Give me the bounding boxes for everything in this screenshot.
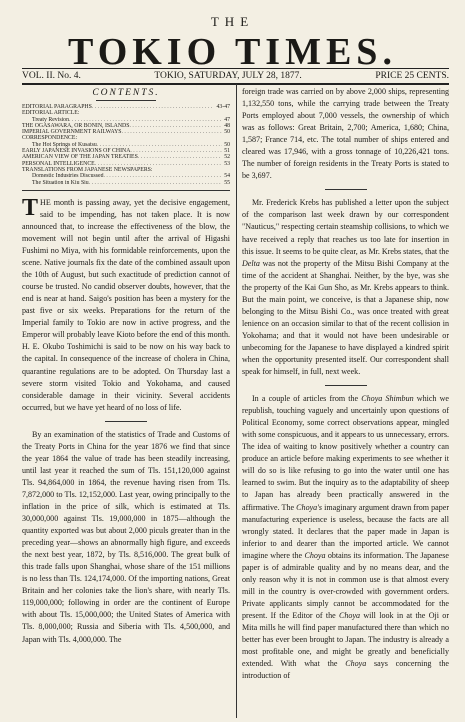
masthead-rule-top (22, 68, 449, 69)
toc-item: Domestic Industries Discussed . . . 54 (22, 173, 230, 179)
toc-item: AMERICAN VIEW OF THE JAPAN TREATIES . . . 52 (22, 154, 230, 160)
editorial-paragraph-2: By an examination of the statistics of Trade and Customs of the Treaty Ports in China for the year 1876 we find that since the year 1864 the value of trade has been steadily increasing, until last year it reached the sum of Tls. 151,120,000 against Tls. 94,864,000 in 1864, the revenue having risen from Tls. 7,872,000 to Tls. 12,152,000. Last year, owing principally to the inflation in the price of silk, which is estimated at Tls. 30,000,000 against Tls. 19,000,000 in 1875—although the quantity exported was but about 2,000 piculs greater than in the preceding year—shows an abnormally high figure, and exceeds the next best year, 1872, by Tls. 8,516,000. The great bulk of this trade falls upon Shanghai, whose share of the 151 millions is no less than Tls. 124,174,000. Of the importing nations, Great Britain and her colonies take the lion's share, with nearly Tls. 119,000,000; following in order are the continent of Europe with about Tls. 15,000,000; the United States of America with Tls. 8,000,000; Russia and Siberia with Tls. 4,500,000, and Japan with Tls. 4,000,000. The (22, 429, 230, 644)
toc-item: IMPERIAL GOVERNMENT RAILWAYS . . . 50 (22, 129, 230, 135)
right-column (242, 86, 449, 682)
toc-item: CORRESPONDENCE: (22, 135, 78, 142)
column-divider (236, 84, 237, 718)
toc-item: EDITORIAL PARAGRAPHS . . . 43-47 (22, 104, 230, 110)
table-of-contents (22, 104, 230, 186)
masthead-title: TOKIO TIMES. (68, 31, 397, 73)
masthead-the: THE (210, 14, 255, 29)
editorial-paragraph-3: foreign trade was carried on by above 2,000 ships, representing 1,132,550 tons, while the carrying trade between the Treaty Ports employed about 7,000 vessels, the ownership of which was as follows: Great Britain, 2,700; America, 1,680; China, 1,587; France 714, etc. The total number of ships entered and cleared was 17,946, with a gross tonnage of 10,226,421 tons. The number of foreign residents in the Treaty Ports is stated to be 3,697. (242, 87, 449, 181)
toc-item: EDITORIAL ARTICLE: (22, 110, 80, 117)
toc-item: TRANSLATIONS FROM JAPANESE NEWSPAPERS: (22, 166, 153, 173)
editorial-paragraph-5: In a couple of articles from the Choya Shimbun which we republish, touching vaguely and uncertainly upon questions of Political Economy, some correct observations appear, mingled with some conspicuous, and it appears to us unnecessary, errors. The idea of waiting to know positively whether a country can produce an article before making experiments to see whether it will do so is like refusing to go into the water until one has learned to swim. But the inquiry as to the adaptability of sheep to Japan has already been practically answered in the affirmative. The Choya's imaginary argument drawn from paper manufacturing experience is useless, because the facts are all wrongly stated. It declares that the paper made in Japan is inferior to and dearer than the imported article. We cannot imagine where the Choya obtains its information. The Japanese paper is of admirable quality and by no means dear, and the only reason why it is not in common use is that almost every mill in the country is over-crowded with government orders. Private applicants simply cannot be accommodated for the present. If the Editor of the Choya will look in at the Oji or Mita mills he will find paper manufactured there than which no better has ever been brought to Japan. The industry is already a most profitable one, and might be greatly and beneficially extended. With what the Choya says concerning the introduction of (242, 394, 450, 681)
toc-item: EARLY JAPANESE INVASIONS OF CHINA . . . 51 (22, 148, 230, 154)
dateline (22, 71, 449, 81)
toc-item: Treaty Revision . . . 47 (22, 117, 230, 123)
toc-item: THE OGASAWARA, OR BONIN, ISLANDS . . . 48 (22, 123, 230, 129)
contents-divider (22, 190, 230, 191)
issue-date: TOKIO, SATURDAY, JULY 28, 1877. (154, 71, 302, 81)
left-column (22, 86, 230, 646)
paragraph-separator (325, 189, 367, 190)
contents-heading-rule (96, 100, 156, 101)
drop-cap: T (22, 194, 39, 221)
editorial-paragraph-1: THE month is passing away, yet the decisive engagement, said to be impending, has not taken place. It is now announced that, to increase the effectiveness of the blow, the movement will not begin until after the arrival of Higashi Fushimi no Miya, with his formidable reinforcements, upon the scene. Native journals fix the date of the combined assault upon the 10th of August, but such exactitude of prediction cannot of course be trusted. No candid observer doubts, however, that the end is near at hand. Saigo's position has been a mystery for the past five or six weeks. Preparations for the return of the Imperial family to Tokio are now in active progress, and the Emperor will probably leave Kioto before the end of this month. H. E. Okubo Toshimichi is said to be now on his way back to the capital. In consequence of the increase of cholera in China, quarantine regulations are to be adopted. On Thursday last a severe storm visited Tokio and Yokohama, and caused considerable damage in their vicinity. Several accidents occurred, but we have yet heard of no loss of life. (22, 194, 230, 412)
issue-price: PRICE 25 CENTS. (375, 71, 449, 81)
contents-heading: CONTENTS. (92, 88, 160, 98)
volume-number: VOL. II. No. 4. (22, 71, 81, 81)
editorial-paragraph-4: Mr. Frederick Krebs has published a letter upon the subject of the comparison last week drawn by our correspondent "Nauticus," respecting certain steamship collisions, to which we have received a reply that reaches us too late for insertion in this issue. It seems to be quite clear, as Mr. Krebs states, that the Delta was not the property of the Mitsu Bishi Company at the time of the accident at Shanghai. Neither, by the bye, was she the property of the Kai Gun Sho, as Mr. Krebs appears to think. But the main point, we conceive, is that a Japanese ship, now belonging to the Mitsu Bishi Co., was once treated with great lenience on an occasion similar to that of the recent collision in Yokohama; and that it would not have been undesirable or unbecoming for the Japanese to have displayed a kindred spirit when the opportunity presented itself. Our correspondent shall speak for himself, in full, next week. (242, 198, 449, 377)
toc-item: The Hot Springs of Kusatsu . . . 50 (22, 142, 230, 148)
paragraph-separator (325, 385, 367, 386)
toc-item: The Situation in Kiu Siu . . . 55 (22, 180, 230, 186)
paragraph-separator (105, 421, 147, 422)
toc-item: PERSONAL INTELLIGENCE . . . 53 (22, 161, 230, 167)
